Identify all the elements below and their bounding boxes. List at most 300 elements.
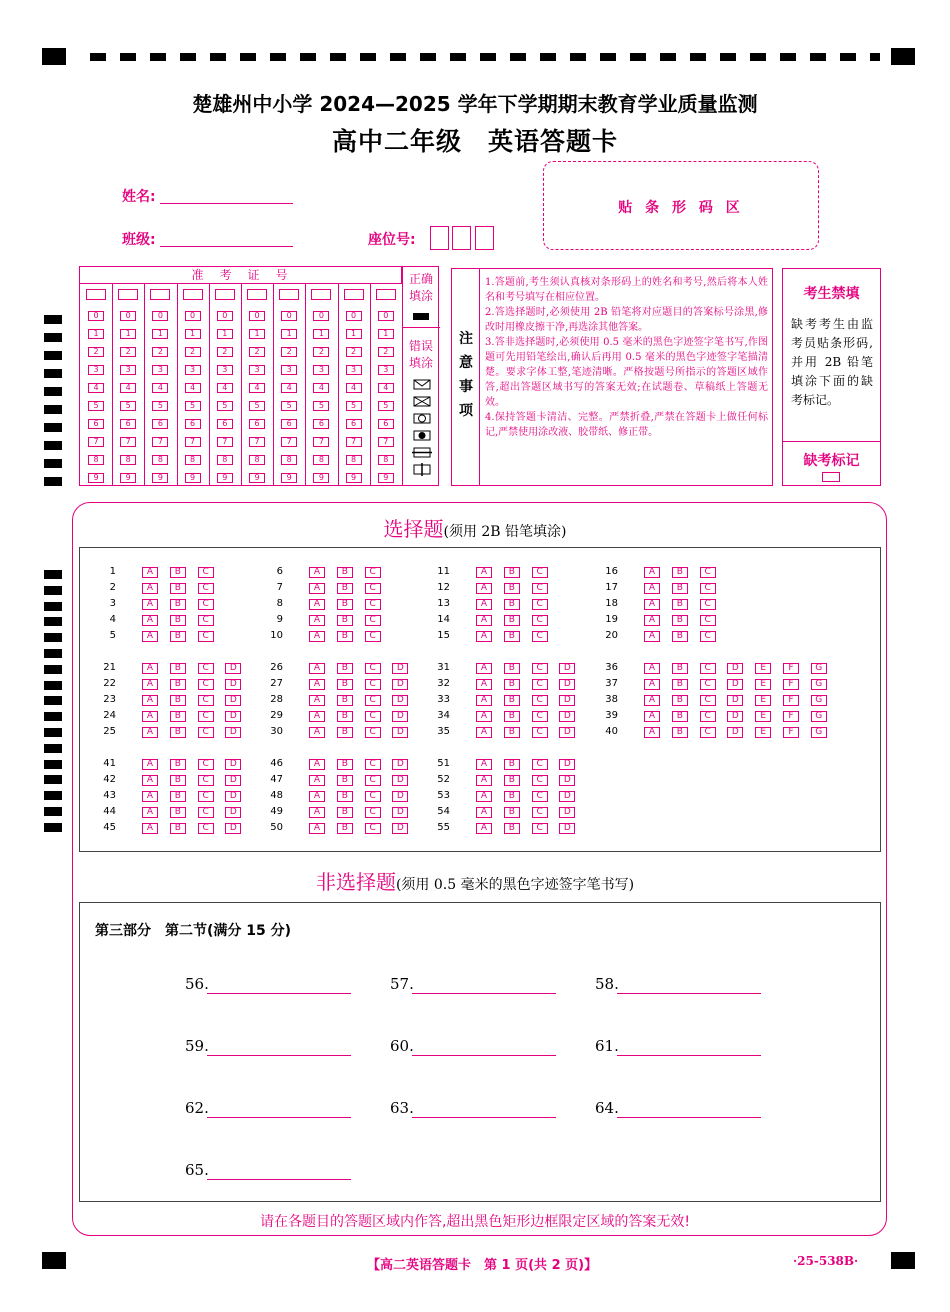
option-bubble[interactable]: A [476,631,492,642]
option-bubble[interactable]: B [170,823,186,834]
option-bubble[interactable]: D [559,775,575,786]
option-bubble[interactable]: E [755,727,771,738]
exam-digit-bubble[interactable]: 2 [313,347,329,357]
exam-digit-bubble[interactable]: 3 [378,365,394,375]
exam-digit-bubble[interactable]: 1 [120,329,136,339]
option-bubble[interactable]: C [365,567,381,578]
option-bubble[interactable]: A [309,695,325,706]
option-bubble[interactable]: B [337,759,353,770]
exam-digit-bubble[interactable]: 7 [281,437,297,447]
option-bubble[interactable]: D [225,775,241,786]
option-bubble[interactable]: B [504,567,520,578]
exam-digit-bubble[interactable]: 9 [281,473,297,483]
option-bubble[interactable]: C [532,695,548,706]
option-bubble[interactable]: D [392,791,408,802]
exam-digit-bubble[interactable]: 0 [281,311,297,321]
option-bubble[interactable]: C [365,663,381,674]
option-bubble[interactable]: C [532,791,548,802]
option-bubble[interactable]: A [309,599,325,610]
written-answer-line[interactable] [617,993,761,994]
option-bubble[interactable]: C [365,631,381,642]
exam-digit-bubble[interactable]: 9 [346,473,362,483]
exam-number-write-box[interactable] [376,289,396,300]
option-bubble[interactable]: C [198,663,214,674]
option-bubble[interactable]: C [532,567,548,578]
option-bubble[interactable]: A [476,599,492,610]
exam-number-write-box[interactable] [344,289,364,300]
option-bubble[interactable]: B [504,727,520,738]
option-bubble[interactable]: C [700,695,716,706]
option-bubble[interactable]: B [170,711,186,722]
exam-digit-bubble[interactable]: 1 [217,329,233,339]
option-bubble[interactable]: D [559,695,575,706]
exam-digit-bubble[interactable]: 4 [346,383,362,393]
exam-digit-bubble[interactable]: 8 [346,455,362,465]
exam-digit-bubble[interactable]: 8 [217,455,233,465]
option-bubble[interactable]: A [476,695,492,706]
option-bubble[interactable]: C [700,711,716,722]
option-bubble[interactable]: C [198,727,214,738]
exam-digit-bubble[interactable]: 7 [378,437,394,447]
option-bubble[interactable]: B [170,663,186,674]
option-bubble[interactable]: A [644,695,660,706]
option-bubble[interactable]: C [532,583,548,594]
option-bubble[interactable]: D [559,663,575,674]
option-bubble[interactable]: A [142,807,158,818]
exam-digit-bubble[interactable]: 5 [281,401,297,411]
exam-digit-bubble[interactable]: 6 [217,419,233,429]
option-bubble[interactable]: A [476,823,492,834]
option-bubble[interactable]: A [476,759,492,770]
option-bubble[interactable]: G [811,695,827,706]
option-bubble[interactable]: C [532,615,548,626]
option-bubble[interactable]: C [198,775,214,786]
option-bubble[interactable]: B [337,615,353,626]
option-bubble[interactable]: B [672,567,688,578]
exam-digit-bubble[interactable]: 3 [217,365,233,375]
option-bubble[interactable]: A [309,759,325,770]
exam-digit-bubble[interactable]: 5 [217,401,233,411]
exam-number-write-box[interactable] [247,289,267,300]
exam-digit-bubble[interactable]: 8 [120,455,136,465]
option-bubble[interactable]: D [392,727,408,738]
name-field[interactable] [160,188,293,204]
option-bubble[interactable]: B [337,807,353,818]
option-bubble[interactable]: B [504,583,520,594]
exam-digit-bubble[interactable]: 6 [281,419,297,429]
exam-number-write-box[interactable] [150,289,170,300]
option-bubble[interactable]: E [755,695,771,706]
absent-mark-box[interactable] [822,472,840,482]
exam-digit-bubble[interactable]: 4 [249,383,265,393]
option-bubble[interactable]: C [532,759,548,770]
option-bubble[interactable]: B [170,791,186,802]
exam-digit-bubble[interactable]: 8 [313,455,329,465]
option-bubble[interactable]: B [170,775,186,786]
option-bubble[interactable]: B [170,567,186,578]
option-bubble[interactable]: D [225,663,241,674]
option-bubble[interactable]: B [170,727,186,738]
option-bubble[interactable]: B [672,711,688,722]
exam-number-write-box[interactable] [118,289,138,300]
option-bubble[interactable]: D [225,727,241,738]
exam-number-write-box[interactable] [86,289,106,300]
option-bubble[interactable]: C [365,599,381,610]
option-bubble[interactable]: C [700,615,716,626]
exam-digit-bubble[interactable]: 2 [378,347,394,357]
option-bubble[interactable]: B [337,727,353,738]
option-bubble[interactable]: B [337,711,353,722]
option-bubble[interactable]: A [644,727,660,738]
exam-digit-bubble[interactable]: 9 [152,473,168,483]
option-bubble[interactable]: B [170,631,186,642]
option-bubble[interactable]: A [142,567,158,578]
option-bubble[interactable]: C [700,567,716,578]
option-bubble[interactable]: C [532,807,548,818]
option-bubble[interactable]: B [672,599,688,610]
option-bubble[interactable]: A [142,759,158,770]
exam-digit-bubble[interactable]: 2 [88,347,104,357]
option-bubble[interactable]: B [504,631,520,642]
exam-digit-bubble[interactable]: 6 [249,419,265,429]
exam-digit-bubble[interactable]: 2 [249,347,265,357]
option-bubble[interactable]: C [532,599,548,610]
option-bubble[interactable]: B [504,663,520,674]
written-answer-line[interactable] [412,1055,556,1056]
option-bubble[interactable]: C [700,727,716,738]
option-bubble[interactable]: C [532,679,548,690]
option-bubble[interactable]: G [811,679,827,690]
option-bubble[interactable]: B [337,823,353,834]
exam-digit-bubble[interactable]: 0 [185,311,201,321]
option-bubble[interactable]: A [309,791,325,802]
option-bubble[interactable]: D [392,807,408,818]
option-bubble[interactable]: D [392,679,408,690]
option-bubble[interactable]: B [337,663,353,674]
exam-digit-bubble[interactable]: 7 [313,437,329,447]
exam-digit-bubble[interactable]: 2 [346,347,362,357]
option-bubble[interactable]: D [559,759,575,770]
option-bubble[interactable]: G [811,727,827,738]
option-bubble[interactable]: C [365,711,381,722]
option-bubble[interactable]: D [225,807,241,818]
class-field[interactable] [160,231,293,247]
option-bubble[interactable]: G [811,663,827,674]
option-bubble[interactable]: D [392,759,408,770]
exam-digit-bubble[interactable]: 7 [185,437,201,447]
written-answer-line[interactable] [207,1117,351,1118]
option-bubble[interactable]: A [142,679,158,690]
exam-number-write-box[interactable] [215,289,235,300]
exam-digit-bubble[interactable]: 6 [152,419,168,429]
option-bubble[interactable]: C [198,695,214,706]
exam-digit-bubble[interactable]: 5 [313,401,329,411]
option-bubble[interactable]: D [727,727,743,738]
exam-digit-bubble[interactable]: 6 [185,419,201,429]
option-bubble[interactable]: C [532,711,548,722]
option-bubble[interactable]: C [198,711,214,722]
option-bubble[interactable]: A [476,679,492,690]
exam-digit-bubble[interactable]: 5 [378,401,394,411]
exam-digit-bubble[interactable]: 4 [217,383,233,393]
exam-digit-bubble[interactable]: 0 [346,311,362,321]
written-answer-line[interactable] [207,1055,351,1056]
option-bubble[interactable]: A [309,567,325,578]
option-bubble[interactable]: D [559,711,575,722]
option-bubble[interactable]: C [365,807,381,818]
option-bubble[interactable]: D [392,695,408,706]
written-answer-line[interactable] [207,1179,351,1180]
written-answer-line[interactable] [412,993,556,994]
option-bubble[interactable]: A [309,807,325,818]
exam-digit-bubble[interactable]: 8 [185,455,201,465]
option-bubble[interactable]: C [198,679,214,690]
exam-digit-bubble[interactable]: 0 [313,311,329,321]
exam-digit-bubble[interactable]: 2 [152,347,168,357]
option-bubble[interactable]: B [170,615,186,626]
exam-digit-bubble[interactable]: 4 [120,383,136,393]
exam-digit-bubble[interactable]: 5 [88,401,104,411]
exam-digit-bubble[interactable]: 6 [120,419,136,429]
option-bubble[interactable]: B [170,695,186,706]
exam-digit-bubble[interactable]: 1 [249,329,265,339]
exam-digit-bubble[interactable]: 5 [185,401,201,411]
option-bubble[interactable]: B [337,631,353,642]
option-bubble[interactable]: D [559,823,575,834]
option-bubble[interactable]: C [365,695,381,706]
option-bubble[interactable]: C [198,599,214,610]
exam-digit-bubble[interactable]: 3 [281,365,297,375]
exam-digit-bubble[interactable]: 4 [152,383,168,393]
option-bubble[interactable]: C [198,583,214,594]
option-bubble[interactable]: A [644,567,660,578]
option-bubble[interactable]: B [170,599,186,610]
option-bubble[interactable]: B [504,807,520,818]
option-bubble[interactable]: B [672,631,688,642]
option-bubble[interactable]: B [504,711,520,722]
option-bubble[interactable]: A [142,711,158,722]
option-bubble[interactable]: C [365,823,381,834]
option-bubble[interactable]: B [337,599,353,610]
option-bubble[interactable]: D [225,679,241,690]
option-bubble[interactable]: A [309,823,325,834]
option-bubble[interactable]: B [504,759,520,770]
option-bubble[interactable]: A [644,583,660,594]
option-bubble[interactable]: B [337,679,353,690]
written-answer-line[interactable] [412,1117,556,1118]
exam-digit-bubble[interactable]: 9 [249,473,265,483]
option-bubble[interactable]: D [727,711,743,722]
option-bubble[interactable]: F [783,711,799,722]
exam-digit-bubble[interactable]: 3 [249,365,265,375]
option-bubble[interactable]: A [644,663,660,674]
option-bubble[interactable]: C [365,791,381,802]
exam-digit-bubble[interactable]: 7 [88,437,104,447]
option-bubble[interactable]: D [392,775,408,786]
option-bubble[interactable]: B [672,695,688,706]
exam-digit-bubble[interactable]: 8 [249,455,265,465]
option-bubble[interactable]: A [309,631,325,642]
exam-digit-bubble[interactable]: 1 [185,329,201,339]
exam-digit-bubble[interactable]: 9 [217,473,233,483]
option-bubble[interactable]: D [225,711,241,722]
option-bubble[interactable]: B [504,775,520,786]
option-bubble[interactable]: A [644,711,660,722]
exam-digit-bubble[interactable]: 3 [152,365,168,375]
option-bubble[interactable]: C [532,775,548,786]
option-bubble[interactable]: D [392,663,408,674]
exam-digit-bubble[interactable]: 1 [152,329,168,339]
option-bubble[interactable]: D [392,711,408,722]
written-answer-line[interactable] [617,1055,761,1056]
exam-digit-bubble[interactable]: 0 [249,311,265,321]
exam-digit-bubble[interactable]: 5 [346,401,362,411]
exam-digit-bubble[interactable]: 1 [378,329,394,339]
exam-digit-bubble[interactable]: 5 [249,401,265,411]
exam-digit-bubble[interactable]: 5 [120,401,136,411]
exam-digit-bubble[interactable]: 2 [185,347,201,357]
exam-digit-bubble[interactable]: 2 [281,347,297,357]
option-bubble[interactable]: A [476,583,492,594]
exam-digit-bubble[interactable]: 8 [281,455,297,465]
option-bubble[interactable]: C [532,663,548,674]
exam-digit-bubble[interactable]: 0 [152,311,168,321]
exam-digit-bubble[interactable]: 1 [281,329,297,339]
option-bubble[interactable]: C [365,759,381,770]
option-bubble[interactable]: C [532,631,548,642]
exam-digit-bubble[interactable]: 9 [88,473,104,483]
exam-digit-bubble[interactable]: 9 [313,473,329,483]
option-bubble[interactable]: B [504,679,520,690]
exam-digit-bubble[interactable]: 0 [120,311,136,321]
exam-digit-bubble[interactable]: 2 [120,347,136,357]
option-bubble[interactable]: A [309,727,325,738]
exam-digit-bubble[interactable]: 7 [249,437,265,447]
exam-digit-bubble[interactable]: 3 [88,365,104,375]
exam-digit-bubble[interactable]: 7 [152,437,168,447]
option-bubble[interactable]: C [198,807,214,818]
option-bubble[interactable]: A [142,583,158,594]
option-bubble[interactable]: B [170,583,186,594]
option-bubble[interactable]: A [644,679,660,690]
written-answer-line[interactable] [617,1117,761,1118]
option-bubble[interactable]: B [504,791,520,802]
option-bubble[interactable]: B [504,695,520,706]
seat-digit-box[interactable] [475,226,494,250]
option-bubble[interactable]: D [225,823,241,834]
option-bubble[interactable]: D [727,695,743,706]
exam-digit-bubble[interactable]: 7 [346,437,362,447]
option-bubble[interactable]: A [476,775,492,786]
option-bubble[interactable]: F [783,663,799,674]
option-bubble[interactable]: B [672,727,688,738]
exam-digit-bubble[interactable]: 1 [313,329,329,339]
option-bubble[interactable]: B [337,775,353,786]
exam-digit-bubble[interactable]: 8 [378,455,394,465]
exam-digit-bubble[interactable]: 0 [378,311,394,321]
option-bubble[interactable]: A [476,727,492,738]
option-bubble[interactable]: A [309,583,325,594]
option-bubble[interactable]: A [142,615,158,626]
option-bubble[interactable]: A [476,791,492,802]
exam-digit-bubble[interactable]: 4 [185,383,201,393]
option-bubble[interactable]: A [309,711,325,722]
exam-digit-bubble[interactable]: 6 [88,419,104,429]
option-bubble[interactable]: B [672,679,688,690]
option-bubble[interactable]: B [337,583,353,594]
option-bubble[interactable]: C [700,631,716,642]
option-bubble[interactable]: A [142,695,158,706]
exam-digit-bubble[interactable]: 9 [185,473,201,483]
option-bubble[interactable]: A [309,775,325,786]
option-bubble[interactable]: B [170,679,186,690]
option-bubble[interactable]: D [225,695,241,706]
exam-digit-bubble[interactable]: 9 [120,473,136,483]
option-bubble[interactable]: A [644,599,660,610]
option-bubble[interactable]: B [170,807,186,818]
option-bubble[interactable]: C [198,759,214,770]
exam-digit-bubble[interactable]: 2 [217,347,233,357]
option-bubble[interactable]: D [559,807,575,818]
exam-digit-bubble[interactable]: 0 [88,311,104,321]
option-bubble[interactable]: A [309,615,325,626]
option-bubble[interactable]: D [225,759,241,770]
exam-digit-bubble[interactable]: 4 [378,383,394,393]
option-bubble[interactable]: E [755,663,771,674]
option-bubble[interactable]: F [783,727,799,738]
option-bubble[interactable]: C [532,823,548,834]
exam-digit-bubble[interactable]: 4 [88,383,104,393]
option-bubble[interactable]: C [365,583,381,594]
option-bubble[interactable]: B [504,599,520,610]
exam-digit-bubble[interactable]: 7 [217,437,233,447]
option-bubble[interactable]: C [198,567,214,578]
option-bubble[interactable]: A [309,663,325,674]
exam-digit-bubble[interactable]: 8 [152,455,168,465]
exam-digit-bubble[interactable]: 6 [378,419,394,429]
option-bubble[interactable]: A [142,823,158,834]
exam-digit-bubble[interactable]: 7 [120,437,136,447]
option-bubble[interactable]: G [811,711,827,722]
option-bubble[interactable]: D [727,679,743,690]
option-bubble[interactable]: C [198,791,214,802]
option-bubble[interactable]: C [700,583,716,594]
option-bubble[interactable]: C [700,599,716,610]
option-bubble[interactable]: B [337,695,353,706]
option-bubble[interactable]: C [365,679,381,690]
exam-digit-bubble[interactable]: 3 [185,365,201,375]
option-bubble[interactable]: B [672,615,688,626]
option-bubble[interactable]: C [700,663,716,674]
exam-digit-bubble[interactable]: 8 [88,455,104,465]
option-bubble[interactable]: D [559,791,575,802]
option-bubble[interactable]: A [142,599,158,610]
option-bubble[interactable]: A [476,807,492,818]
exam-digit-bubble[interactable]: 3 [120,365,136,375]
option-bubble[interactable]: C [365,615,381,626]
exam-digit-bubble[interactable]: 4 [281,383,297,393]
option-bubble[interactable]: B [504,615,520,626]
option-bubble[interactable]: A [142,663,158,674]
option-bubble[interactable]: A [644,631,660,642]
exam-digit-bubble[interactable]: 9 [378,473,394,483]
option-bubble[interactable]: C [700,679,716,690]
exam-number-write-box[interactable] [279,289,299,300]
exam-digit-bubble[interactable]: 1 [346,329,362,339]
option-bubble[interactable]: C [198,631,214,642]
option-bubble[interactable]: D [559,727,575,738]
exam-digit-bubble[interactable]: 5 [152,401,168,411]
